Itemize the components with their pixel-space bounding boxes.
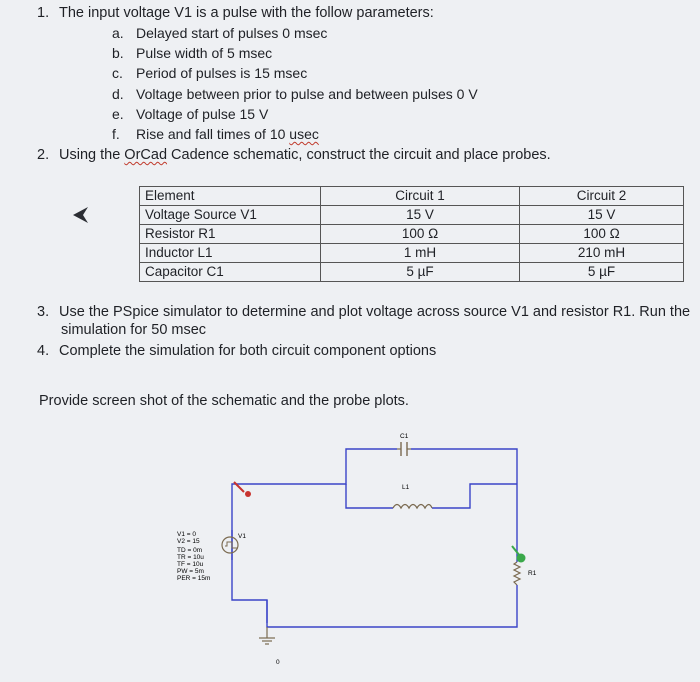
list-item-text: Voltage of pulse 15 V — [136, 106, 269, 122]
question-4-number: 4. — [37, 343, 50, 359]
question-3-text: Use the PSpice simulator to determine and plot voltage across source V1 and resistor R1. Run the — [59, 304, 691, 320]
spellcheck-word: usec — [289, 126, 319, 142]
list-item-text: Rise and fall times of 10 — [136, 126, 286, 142]
v1-label: V1 — [238, 533, 246, 540]
instruction-text: Provide screen shot of the schematic and the probe plots. — [39, 393, 409, 409]
source-parameters — [177, 531, 210, 582]
question-1-number: 1. — [37, 5, 50, 21]
question-4-text: Complete the simulation for both circuit component options — [59, 343, 437, 359]
list-item-text: Delayed start of pulses 0 msec — [136, 25, 328, 41]
inductor-l1 — [393, 505, 432, 509]
c1-label: C1 — [400, 433, 409, 440]
resistor-r1 — [514, 562, 520, 585]
wire — [346, 484, 393, 508]
l1-label: L1 — [402, 484, 410, 491]
list-item-letter: f. — [112, 126, 120, 142]
table-cell: Inductor L1 — [140, 244, 321, 263]
table-header-cell: Circuit 1 — [321, 187, 520, 206]
question-1-text: The input voltage V1 is a pulse with the follow parameters: — [59, 5, 434, 21]
table-cell: 100 Ω — [520, 225, 684, 244]
pulse-symbol-icon — [225, 542, 237, 548]
capacitor-c1 — [397, 442, 411, 456]
source-param: PER = 15m — [177, 575, 211, 582]
source-param: V2 = 15 — [177, 538, 200, 545]
question-2-number: 2. — [37, 147, 50, 163]
table-header-cell: Element — [140, 187, 321, 206]
ground-icon — [259, 627, 275, 644]
list-item-text: Period of pulses is 15 msec — [136, 65, 308, 81]
table-cell: 100 Ω — [321, 225, 520, 244]
voltage-source-v1 — [222, 537, 238, 553]
source-param: TD = 0m — [177, 547, 203, 554]
ground-label: 0 — [276, 659, 280, 666]
wire — [232, 449, 397, 520]
list-item-letter: d. — [112, 86, 124, 102]
question-3-line-2: simulation for 50 msec — [61, 322, 207, 338]
table-header-cell: Circuit 2 — [520, 187, 684, 206]
source-param: TR = 10u — [177, 554, 204, 561]
table-cell: 5 µF — [520, 263, 684, 282]
question-3-number: 3. — [37, 304, 50, 320]
source-param: PW = 5m — [177, 568, 204, 575]
table-cell: 15 V — [321, 206, 520, 225]
list-item-text: Pulse width of 5 msec — [136, 45, 273, 61]
table-cell: 210 mH — [520, 244, 684, 263]
question-2-text-before: Using the — [59, 147, 121, 163]
list-item-letter: a. — [112, 25, 124, 41]
table-cell: 1 mH — [321, 244, 520, 263]
table-cell: Voltage Source V1 — [140, 206, 321, 225]
wire — [267, 585, 517, 627]
table-cell: Capacitor C1 — [140, 263, 321, 282]
question-2-text-after: Cadence schematic, construct the circuit and place probes. — [171, 147, 551, 163]
source-param: V1 = 0 — [177, 531, 196, 538]
wire — [432, 484, 517, 508]
voltage-probe-green-icon — [512, 546, 526, 563]
table-cell: 5 µF — [321, 263, 520, 282]
list-item-text: Voltage between prior to pulse and between pulses 0 V — [136, 86, 478, 102]
list-item-letter: c. — [112, 65, 123, 81]
r1-label: R1 — [528, 570, 537, 577]
list-item-letter: b. — [112, 45, 124, 61]
table-cell: Resistor R1 — [140, 225, 321, 244]
table-cell: 15 V — [520, 206, 684, 225]
source-param: TF = 10u — [177, 561, 204, 568]
list-item-letter: e. — [112, 106, 124, 122]
spellcheck-word: OrCad — [124, 147, 168, 163]
